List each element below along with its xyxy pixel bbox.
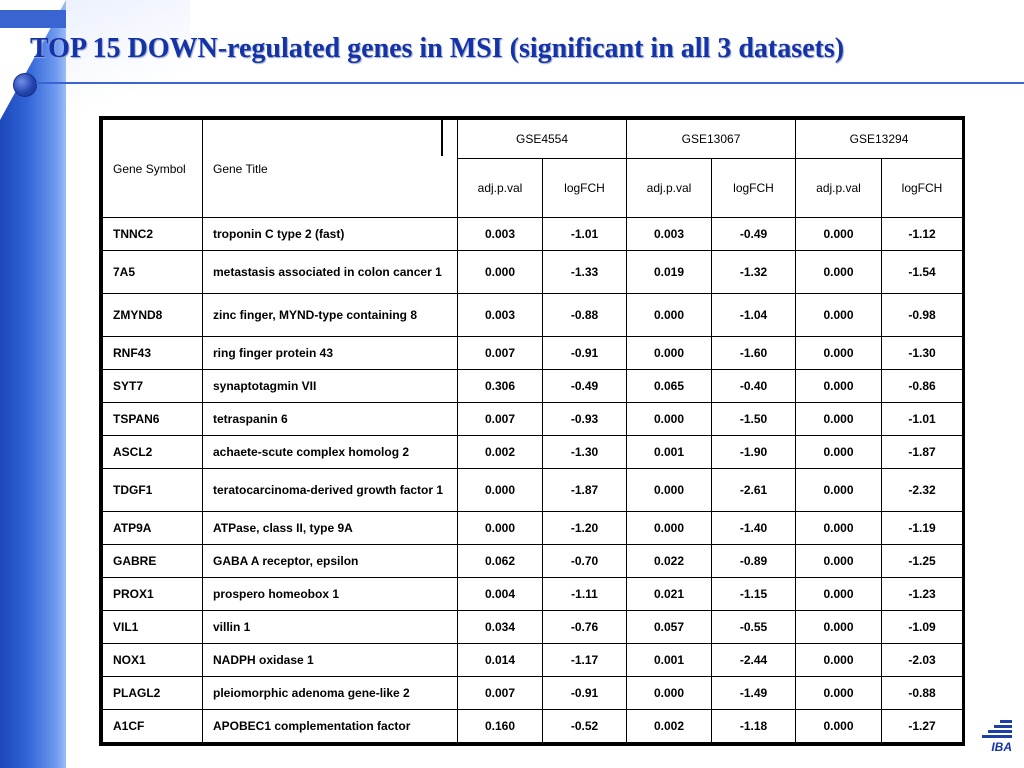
logfch-cell: -2.44 bbox=[712, 644, 796, 677]
table-row bbox=[103, 644, 963, 677]
gene-title-cell: pleiomorphic adenoma gene-like 2 bbox=[203, 677, 458, 710]
logfch-cell: -1.11 bbox=[543, 578, 627, 611]
logfch-cell: -0.55 bbox=[712, 611, 796, 644]
adj-p-val-cell: 0.022 bbox=[627, 545, 712, 578]
logfch-cell: -1.12 bbox=[882, 218, 963, 251]
gene-title-cell: ring finger protein 43 bbox=[203, 337, 458, 370]
logfch-cell: -1.27 bbox=[882, 710, 963, 743]
adj-p-val-cell: 0.002 bbox=[458, 436, 543, 469]
gene-table-frame bbox=[99, 116, 965, 746]
adj-p-val-cell: 0.034 bbox=[458, 611, 543, 644]
logfch-cell: -0.76 bbox=[543, 611, 627, 644]
gene-title-cell: troponin C type 2 (fast) bbox=[203, 218, 458, 251]
table-row bbox=[103, 677, 963, 710]
table-row bbox=[103, 436, 963, 469]
gene-symbol-cell: A1CF bbox=[103, 710, 203, 743]
adj-p-val-cell: 0.000 bbox=[627, 294, 712, 337]
logfch-cell: -1.01 bbox=[882, 403, 963, 436]
logfch-cell: -1.15 bbox=[712, 578, 796, 611]
logfch-cell: -2.32 bbox=[882, 469, 963, 512]
table-row bbox=[103, 370, 963, 403]
logfch-cell: -0.91 bbox=[543, 337, 627, 370]
header-dataset-1: GSE4554 bbox=[458, 120, 627, 159]
logfch-cell: -0.49 bbox=[543, 370, 627, 403]
adj-p-val-cell: 0.000 bbox=[796, 710, 882, 743]
logfch-cell: -1.20 bbox=[543, 512, 627, 545]
subheader-adj-p-val: adj.p.val bbox=[796, 159, 882, 218]
logfch-cell: -0.40 bbox=[712, 370, 796, 403]
gene-title-cell: villin 1 bbox=[203, 611, 458, 644]
gene-title-cell: tetraspanin 6 bbox=[203, 403, 458, 436]
logfch-cell: -1.17 bbox=[543, 644, 627, 677]
logo-text: IBA bbox=[991, 740, 1012, 754]
subheader-adj-p-val: adj.p.val bbox=[458, 159, 543, 218]
adj-p-val-cell: 0.000 bbox=[458, 251, 543, 294]
table-row bbox=[103, 251, 963, 294]
table-row bbox=[103, 611, 963, 644]
header-dataset-2: GSE13067 bbox=[627, 120, 796, 159]
adj-p-val-cell: 0.000 bbox=[796, 403, 882, 436]
adj-p-val-cell: 0.000 bbox=[796, 512, 882, 545]
logfch-cell: -0.91 bbox=[543, 677, 627, 710]
adj-p-val-cell: 0.000 bbox=[627, 677, 712, 710]
logfch-cell: -1.18 bbox=[712, 710, 796, 743]
logfch-cell: -1.54 bbox=[882, 251, 963, 294]
top-accent-bar bbox=[0, 10, 66, 28]
logfch-cell: -0.98 bbox=[882, 294, 963, 337]
subheader-logfch: logFCH bbox=[543, 159, 627, 218]
adj-p-val-cell: 0.000 bbox=[796, 337, 882, 370]
table-header bbox=[103, 120, 963, 218]
gene-symbol-cell: TNNC2 bbox=[103, 218, 203, 251]
iba-logo bbox=[982, 720, 1012, 758]
header-gene-title bbox=[203, 120, 458, 218]
slide-title: TOP 15 DOWN-regulated genes in MSI (significant in all 3 datasets) bbox=[30, 33, 845, 64]
table-body bbox=[103, 218, 963, 743]
adj-p-val-cell: 0.003 bbox=[627, 218, 712, 251]
adj-p-val-cell: 0.000 bbox=[796, 644, 882, 677]
adj-p-val-cell: 0.007 bbox=[458, 337, 543, 370]
logfch-cell: -0.89 bbox=[712, 545, 796, 578]
title-bullet-icon bbox=[13, 73, 37, 97]
logfch-cell: -1.25 bbox=[882, 545, 963, 578]
header-dataset-3: GSE13294 bbox=[796, 120, 963, 159]
subheader-logfch: logFCH bbox=[882, 159, 963, 218]
table-row bbox=[103, 337, 963, 370]
logfch-cell: -1.30 bbox=[543, 436, 627, 469]
gene-symbol-cell: NOX1 bbox=[103, 644, 203, 677]
gene-symbol-cell: ATP9A bbox=[103, 512, 203, 545]
adj-p-val-cell: 0.000 bbox=[627, 403, 712, 436]
header-gene-title-label: Gene Title bbox=[213, 161, 268, 176]
table-row bbox=[103, 294, 963, 337]
adj-p-val-cell: 0.007 bbox=[458, 677, 543, 710]
logfch-cell: -1.87 bbox=[882, 436, 963, 469]
adj-p-val-cell: 0.021 bbox=[627, 578, 712, 611]
gene-symbol-cell: PLAGL2 bbox=[103, 677, 203, 710]
logfch-cell: -1.04 bbox=[712, 294, 796, 337]
logfch-cell: -2.03 bbox=[882, 644, 963, 677]
subheader-adj-p-val: adj.p.val bbox=[627, 159, 712, 218]
adj-p-val-cell: 0.000 bbox=[627, 469, 712, 512]
adj-p-val-cell: 0.001 bbox=[627, 436, 712, 469]
gene-title-cell: ATPase, class II, type 9A bbox=[203, 512, 458, 545]
logfch-cell: -0.88 bbox=[882, 677, 963, 710]
logfch-cell: -0.70 bbox=[543, 545, 627, 578]
logfch-cell: -1.49 bbox=[712, 677, 796, 710]
adj-p-val-cell: 0.003 bbox=[458, 218, 543, 251]
adj-p-val-cell: 0.306 bbox=[458, 370, 543, 403]
table-row bbox=[103, 578, 963, 611]
adj-p-val-cell: 0.000 bbox=[458, 512, 543, 545]
gene-symbol-cell: TDGF1 bbox=[103, 469, 203, 512]
adj-p-val-cell: 0.004 bbox=[458, 578, 543, 611]
adj-p-val-cell: 0.000 bbox=[796, 294, 882, 337]
title-underline bbox=[36, 82, 1024, 84]
table-row bbox=[103, 512, 963, 545]
gene-symbol-cell: GABRE bbox=[103, 545, 203, 578]
adj-p-val-cell: 0.062 bbox=[458, 545, 543, 578]
gene-title-cell: teratocarcinoma-derived growth factor 1 bbox=[203, 469, 458, 512]
logfch-cell: -0.86 bbox=[882, 370, 963, 403]
adj-p-val-cell: 0.057 bbox=[627, 611, 712, 644]
gene-title-cell: NADPH oxidase 1 bbox=[203, 644, 458, 677]
logfch-cell: -1.32 bbox=[712, 251, 796, 294]
adj-p-val-cell: 0.003 bbox=[458, 294, 543, 337]
table-row bbox=[103, 469, 963, 512]
table-row bbox=[103, 403, 963, 436]
logfch-cell: -1.50 bbox=[712, 403, 796, 436]
adj-p-val-cell: 0.000 bbox=[796, 677, 882, 710]
gene-title-cell: GABA A receptor, epsilon bbox=[203, 545, 458, 578]
adj-p-val-cell: 0.000 bbox=[796, 611, 882, 644]
adj-p-val-cell: 0.000 bbox=[796, 370, 882, 403]
logfch-cell: -1.01 bbox=[543, 218, 627, 251]
gene-title-cell: prospero homeobox 1 bbox=[203, 578, 458, 611]
adj-p-val-cell: 0.000 bbox=[458, 469, 543, 512]
logfch-cell: -0.49 bbox=[712, 218, 796, 251]
adj-p-val-cell: 0.014 bbox=[458, 644, 543, 677]
logfch-cell: -1.19 bbox=[882, 512, 963, 545]
header-divider-mark bbox=[441, 120, 443, 156]
adj-p-val-cell: 0.000 bbox=[796, 218, 882, 251]
logfch-cell: -1.40 bbox=[712, 512, 796, 545]
gene-title-cell: achaete-scute complex homolog 2 bbox=[203, 436, 458, 469]
adj-p-val-cell: 0.000 bbox=[796, 578, 882, 611]
gene-symbol-cell: PROX1 bbox=[103, 578, 203, 611]
logfch-cell: -1.23 bbox=[882, 578, 963, 611]
adj-p-val-cell: 0.000 bbox=[627, 512, 712, 545]
adj-p-val-cell: 0.065 bbox=[627, 370, 712, 403]
logfch-cell: -1.33 bbox=[543, 251, 627, 294]
logo-bars bbox=[982, 720, 1012, 738]
gene-title-cell: synaptotagmin VII bbox=[203, 370, 458, 403]
adj-p-val-cell: 0.000 bbox=[627, 337, 712, 370]
logfch-cell: -1.90 bbox=[712, 436, 796, 469]
gene-symbol-cell: RNF43 bbox=[103, 337, 203, 370]
adj-p-val-cell: 0.019 bbox=[627, 251, 712, 294]
adj-p-val-cell: 0.000 bbox=[796, 436, 882, 469]
header-gene-symbol: Gene Symbol bbox=[103, 120, 203, 218]
logfch-cell: -1.09 bbox=[882, 611, 963, 644]
adj-p-val-cell: 0.001 bbox=[627, 644, 712, 677]
gene-symbol-cell: TSPAN6 bbox=[103, 403, 203, 436]
gene-symbol-cell: ZMYND8 bbox=[103, 294, 203, 337]
gene-title-cell: APOBEC1 complementation factor bbox=[203, 710, 458, 743]
gene-table bbox=[102, 119, 963, 743]
adj-p-val-cell: 0.007 bbox=[458, 403, 543, 436]
logfch-cell: -1.87 bbox=[543, 469, 627, 512]
adj-p-val-cell: 0.000 bbox=[796, 545, 882, 578]
table-row bbox=[103, 545, 963, 578]
logfch-cell: -0.93 bbox=[543, 403, 627, 436]
gene-title-cell: metastasis associated in colon cancer 1 bbox=[203, 251, 458, 294]
table-row bbox=[103, 218, 963, 251]
adj-p-val-cell: 0.000 bbox=[796, 251, 882, 294]
table-row bbox=[103, 710, 963, 743]
logfch-cell: -1.60 bbox=[712, 337, 796, 370]
adj-p-val-cell: 0.002 bbox=[627, 710, 712, 743]
subheader-logfch: logFCH bbox=[712, 159, 796, 218]
logfch-cell: -2.61 bbox=[712, 469, 796, 512]
gene-symbol-cell: SYT7 bbox=[103, 370, 203, 403]
adj-p-val-cell: 0.000 bbox=[796, 469, 882, 512]
gene-symbol-cell: ASCL2 bbox=[103, 436, 203, 469]
gene-title-cell: zinc finger, MYND-type containing 8 bbox=[203, 294, 458, 337]
gene-symbol-cell: 7A5 bbox=[103, 251, 203, 294]
gene-symbol-cell: VIL1 bbox=[103, 611, 203, 644]
adj-p-val-cell: 0.160 bbox=[458, 710, 543, 743]
logfch-cell: -0.52 bbox=[543, 710, 627, 743]
logfch-cell: -0.88 bbox=[543, 294, 627, 337]
logfch-cell: -1.30 bbox=[882, 337, 963, 370]
